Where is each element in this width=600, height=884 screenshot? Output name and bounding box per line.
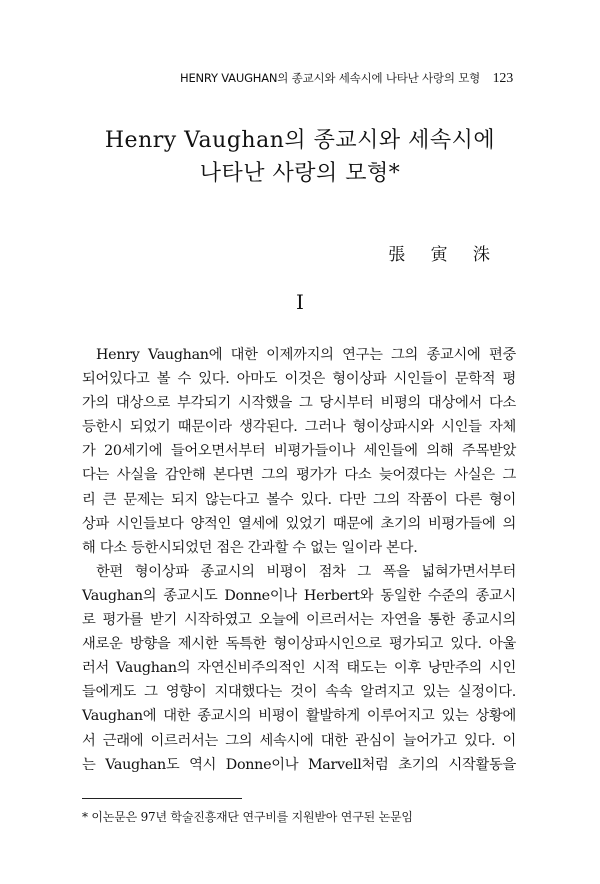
text-line: Vaughan의 종교시도 Donne이나 Herbert와 동일한 수준의 종교시 [82, 587, 516, 604]
text-line: 가의 대상으로 부각되기 시작했을 그 당시부터 비평의 대상에서 다소 [82, 395, 516, 412]
text-line: 되어있다고 볼 수 있다. 아마도 이것은 형이상파 시인들이 문학적 평 [82, 371, 516, 388]
footnote: * 이논문은 97년 학술진흥재단 연구비를 지원받아 연구된 논문임 [82, 810, 413, 824]
text-line: Henry Vaughan에 대한 이제까지의 연구는 그의 종교시에 편중 [96, 347, 516, 363]
text-line: 등한시 되었기 때문이라 생각된다. 그러나 형이상파시와 시인들 자체 [82, 419, 516, 436]
title-line-1: Henry Vaughan의 종교시와 세속시에 [104, 128, 496, 153]
footnote-divider [82, 798, 242, 799]
text-line: 서 근래에 이르러서는 그의 세속시에 대한 관심이 늘어가고 있다. 이 [82, 732, 516, 749]
text-line: 리 큰 문제는 되지 않는다고 볼수 있다. 다만 그의 작품이 다른 형이 [82, 491, 516, 508]
author-name: 張 寅 洙 [388, 245, 500, 265]
title-line-2: 나타난 사랑의 모형* [199, 161, 401, 186]
text-line: 러서 Vaughan의 자연신비주의적인 시적 태도는 이후 낭만주의 시인 [82, 660, 516, 677]
running-head [180, 70, 513, 87]
text-line: 는 Vaughan도 역시 Donne이나 Marvell처럼 초기의 시작활동을 [82, 756, 516, 773]
text-line: 들에게도 그 영향이 지대했다는 것이 속속 알려지고 있는 실정이다. [82, 684, 516, 701]
page-number: 123 [492, 71, 513, 86]
text-line: 한편 형이상파 종교시의 비평이 점차 그 폭을 넓혀가면서부터 [96, 563, 516, 580]
text-line: 새로운 방향을 제시한 독특한 형이상파시인으로 평가되고 있다. 아울 [82, 636, 516, 653]
text-line: 상파 시인들보다 양적인 열세에 있었기 때문에 초기의 비평가들에 의 [82, 515, 516, 532]
article-title [0, 124, 600, 190]
text-line: 해 다소 등한시되었던 점은 간과할 수 없는 일이라 본다. [82, 539, 418, 556]
body-text [82, 343, 516, 777]
running-title: HENRY VAUGHAN의 종교시와 세속시에 나타난 사랑의 모형 [180, 71, 481, 85]
section-heading: I [296, 290, 304, 314]
text-line: Vaughan에 대한 종교시의 비평이 활발하게 이루어지고 있는 상황에 [82, 708, 516, 725]
text-line: 가 20세기에 들어오면서부터 비평가들이나 세인들에 의해 주목받았 [82, 443, 516, 460]
text-line: 로 평가를 받기 시작하였고 오늘에 이르러서는 자연을 통한 종교시의 [82, 612, 516, 629]
text-line: 다는 사실을 감안해 본다면 그의 평가가 다소 늦어졌다는 사실은 그 [82, 467, 516, 484]
